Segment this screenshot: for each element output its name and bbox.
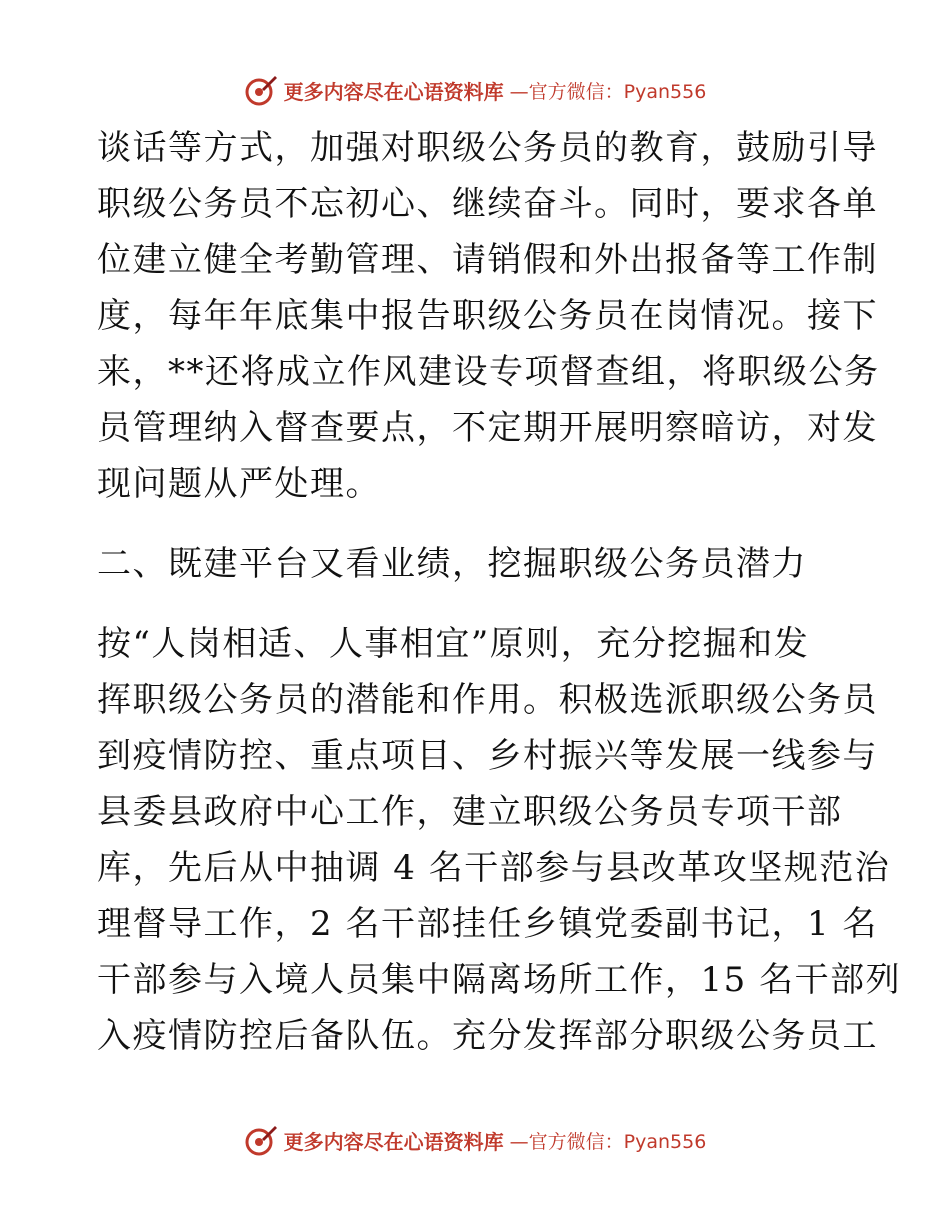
text-line: 来，**还将成立作风建设专项督查组，将职级公务	[97, 352, 880, 392]
pen-in-circle-icon	[244, 73, 278, 107]
document-body	[97, 120, 902, 1064]
text-line: 位建立健全考勤管理、请销假和外出报备等工作制	[97, 240, 878, 280]
text-line: 谈话等方式，加强对职级公务员的教育，鼓励引导	[97, 128, 878, 168]
watermark-site-text: 更多内容尽在心语资料库	[283, 79, 504, 104]
text-line: 到疫情防控、重点项目、乡村振兴等发展一线参与	[97, 736, 878, 776]
section-heading: 二、既建平台又看业绩，挖掘职级公务员潜力	[97, 544, 807, 584]
text-line: 员管理纳入督查要点，不定期开展明察暗访，对发	[97, 408, 878, 448]
text-line: 按“人岗相适、人事相宜”原则，充分挖掘和发	[97, 624, 810, 664]
text-line: 县委县政府中心工作，建立职级公务员专项干部	[97, 792, 843, 832]
paragraph-1	[97, 120, 880, 512]
watermark-contact-text: —官方微信：Pyan556	[509, 1130, 707, 1153]
watermark-site-text: 更多内容尽在心语资料库	[283, 1129, 504, 1154]
text-line: 干部参与入境人员集中隔离场所工作，15 名干部列	[97, 960, 902, 1000]
pen-in-circle-icon	[244, 1123, 278, 1157]
text-line: 度，每年年底集中报告职级公务员在岗情况。接下	[97, 296, 878, 336]
text-line: 现问题从严处理。	[97, 464, 381, 504]
header-watermark	[0, 70, 950, 110]
text-line: 挥职级公务员的潜能和作用。积极选派职级公务员	[97, 680, 878, 720]
text-line: 入疫情防控后备队伍。充分发挥部分职级公务员工	[97, 1016, 878, 1056]
text-line: 理督导工作，2 名干部挂任乡镇党委副书记，1 名	[97, 904, 878, 944]
footer-watermark	[0, 1120, 950, 1160]
text-line: 职级公务员不忘初心、继续奋斗。同时，要求各单	[97, 184, 878, 224]
text-line: 库，先后从中抽调 4 名干部参与县改革攻坚规范治	[97, 848, 891, 888]
watermark-contact-text: —官方微信：Pyan556	[509, 80, 707, 103]
paragraph-2	[97, 616, 902, 1064]
